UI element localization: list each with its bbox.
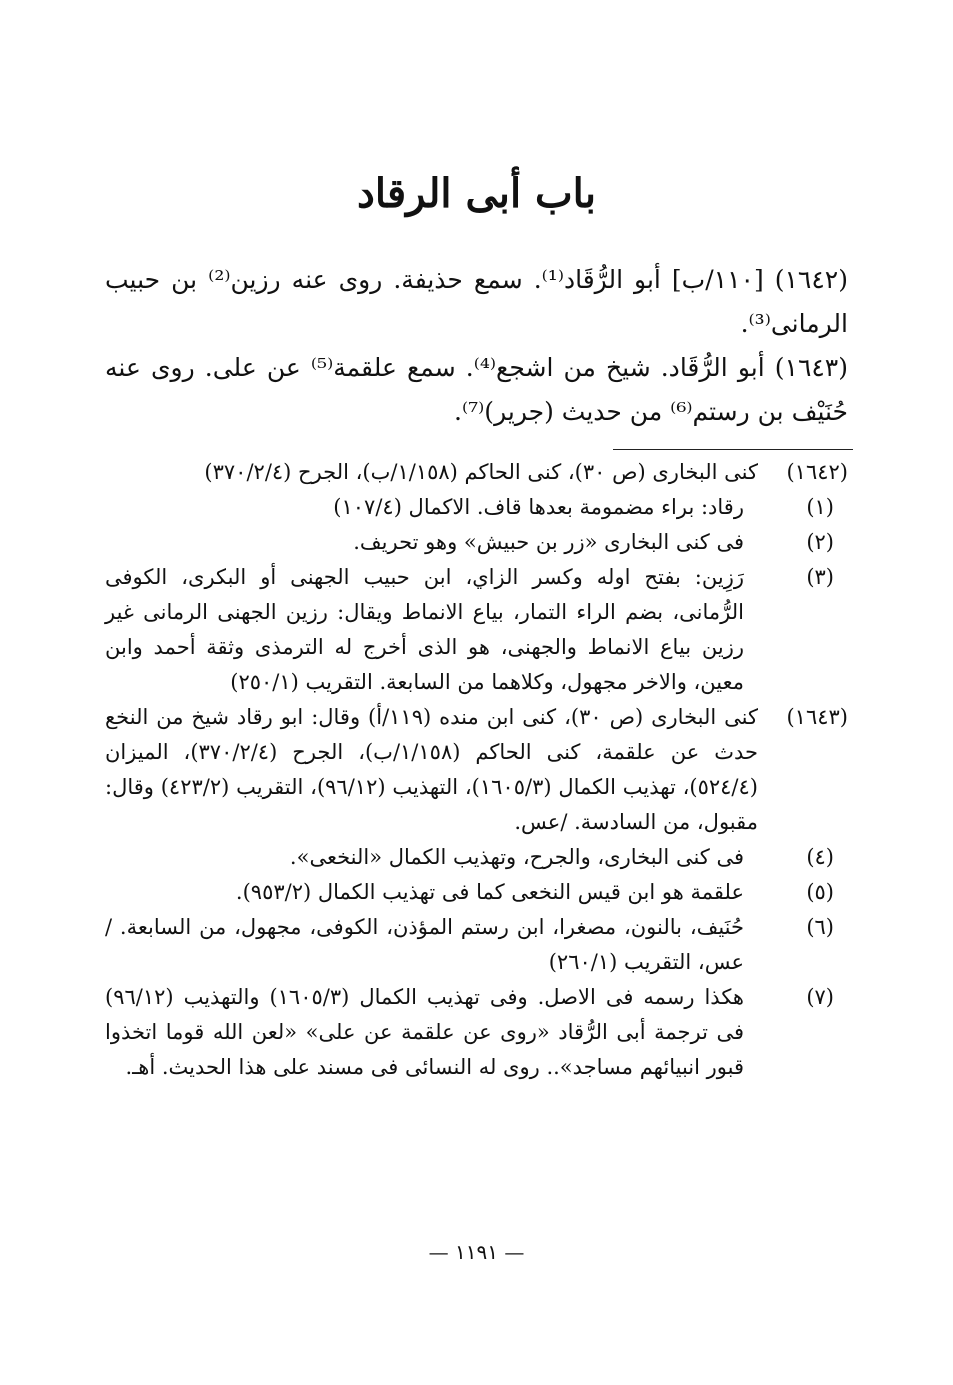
note-text: كنى البخارى (ص ٣٠)، كنى ابن منده (١١٩/أ) وقال: ابو رقاد شيخ من النخع حدث عن علقمة، كنى الحاكم (١/١٥٨/ب)، الجرح (٣٧٠/٢/٤)، الميزان (٥٢٤/٤)، تهذيب الكمال (١٦٠٥/٣)، التهذيب (٩٦/١٢)، التقريب (٤٢٣/٢) وقال: مقبول، من السادسة. /عس. — [105, 705, 759, 834]
footnote-divider — [613, 449, 853, 450]
note-text: علقمة هو ابن قيس النخعى كما فى تهذيب الكمال (٩٥٣/٢). — [235, 880, 744, 904]
note-text: كنى البخارى (ص ٣٠)، كنى الحاكم (١/١٥٨/ب)، الجرح (٣٧٠/٢/٤) — [204, 460, 758, 484]
footnote-6 — [105, 910, 848, 980]
footnote-4 — [105, 840, 848, 875]
note-number: (٦) — [806, 915, 834, 939]
note-number: (٧) — [806, 985, 834, 1009]
main-text — [105, 258, 848, 434]
note-text: رقاد: براء مضمومة بعدها قاف. الاكمال (١٠٧/٤) — [333, 495, 744, 519]
note-text: فى كنى البخارى، والجرح، وتهذيب الكمال «النخعى». — [289, 845, 744, 869]
note-number: (١) — [806, 495, 834, 519]
note-number: (١٦٤٣) — [786, 705, 848, 729]
footnotes — [105, 455, 848, 1085]
note-text: حُنَيف، بالنون، مصغرا، ابن رستم المؤذن، الكوفى، مجهول، من السابعة. /عس، التقريب (٢٦٠/١) — [105, 915, 744, 974]
footnote-5 — [105, 875, 848, 910]
note-number: (٢) — [806, 530, 834, 554]
note-text: فى كنى البخارى «زر بن حبيش» وهو تحريف. — [353, 530, 744, 554]
footnote-3 — [105, 560, 848, 700]
footnote-1 — [105, 490, 848, 525]
footnote-7 — [105, 980, 848, 1085]
footnote-2 — [105, 525, 848, 560]
note-number: (٤) — [806, 845, 834, 869]
note-text: رَزِين: بفتح اوله وكسر الزاي، ابن حبيب الجهنى أو البكرى، الكوفى الرُّمانى، بضم الراء التمار، بياع الانماط ويقال: رزين الجهنى الرمانى غير رزين بياع الانماط والجهنى، هو الذى أخرج له الترمذى وثقة أحمد وابن معين، والاخر مجهول، وكلاهما من السابعة. التقريب (٢٥٠/١) — [105, 565, 744, 694]
note-number: (١٦٤٢) — [786, 460, 848, 484]
note-source-1643 — [105, 700, 848, 840]
entry-1643: (١٦٤٣) أبو الرُّقَاد. شيخ من اشجع⁽⁴⁾. سمع علقمة⁽⁵⁾ عن على. روى عنه حُنَيْف بن رستم⁽⁶⁾ من حديث (جرير)⁽⁷⁾. — [105, 353, 848, 426]
note-number: (٥) — [806, 880, 834, 904]
page-title: باب أبى الرقاد — [357, 170, 596, 217]
entry-1642: (١٦٤٢) [١١٠/ب] أبو الرُّقَاد⁽¹⁾. سمع حذيفة. روى عنه رزين⁽²⁾ بن حبيب الرمانى⁽³⁾. — [105, 265, 848, 338]
note-number: (٣) — [806, 565, 834, 589]
note-text: هكذا رسمه فى الاصل. وفى تهذيب الكمال (١٦٠٥/٣) والتهذيب (٩٦/١٢) فى ترجمة أبى الرُّقاد «روى عن علقمة عن على» «لعن الله قوما اتخذوا قبور انبيائهم مساجد».. روى له النسائى فى مسند على هذا الحديث. أهـ. — [105, 985, 744, 1079]
page-number: — ١١٩١ — — [428, 1240, 525, 1264]
note-source-1642 — [105, 455, 848, 490]
